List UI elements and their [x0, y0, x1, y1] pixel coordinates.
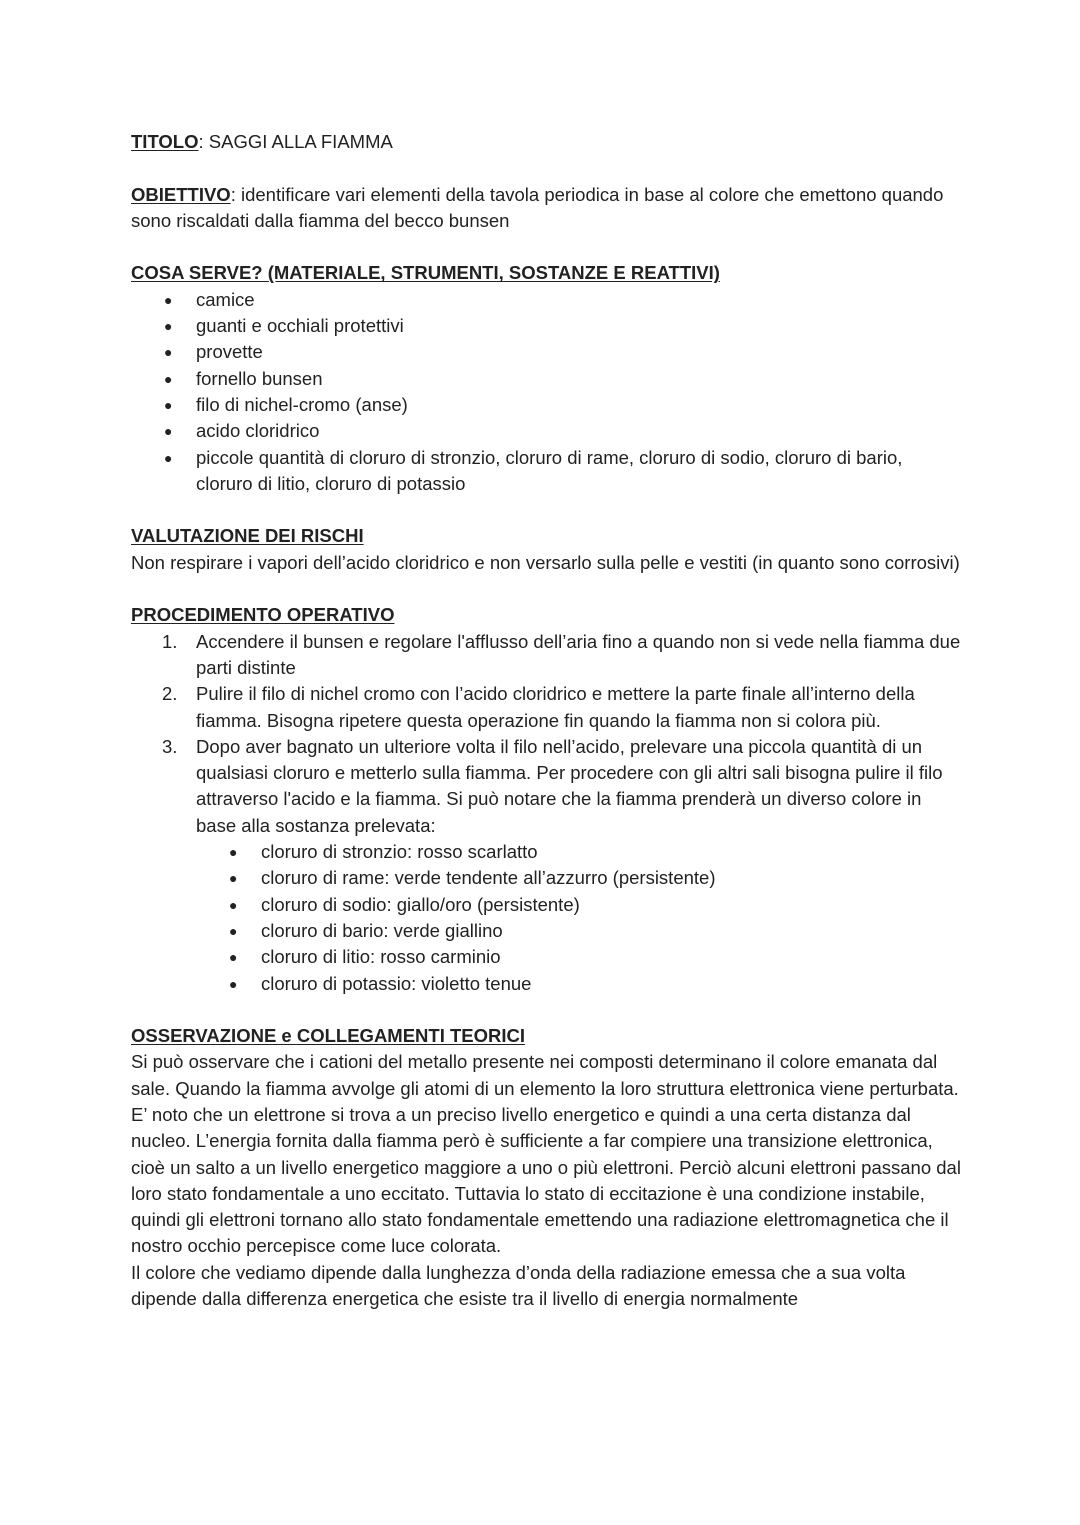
procedure-steps: [131, 629, 961, 839]
step-text: Accendere il bunsen e regolare l'afflusso dell’aria fino a quando non si vede nella fiamma due parti distinte: [196, 630, 961, 678]
list-item: ● filo di nichel-cromo (anse): [131, 392, 961, 418]
list-item: ● camice: [131, 287, 961, 313]
procedure-step: [131, 629, 961, 682]
list-item: ● cloruro di rame: verde tendente all’azzurro (persistente): [131, 865, 961, 891]
materials-list: [131, 287, 961, 497]
list-item: ● cloruro di bario: verde giallino: [131, 918, 961, 944]
objective-text: identificare vari elementi della tavola periodica in base al colore che emettono quando sono riscaldati dalla fiamma del becco bunsen: [131, 183, 944, 231]
document-page: [131, 129, 961, 1312]
list-item: ● provette: [131, 339, 961, 365]
procedure-heading: PROCEDIMENTO OPERATIVO: [131, 604, 395, 626]
title-label: TITOLO: [131, 131, 199, 152]
step-number: 1.: [162, 630, 178, 652]
step-number: 3.: [162, 735, 178, 757]
materials-heading: COSA SERVE? (MATERIALE, STRUMENTI, SOSTANZE E REATTIVI): [131, 262, 720, 284]
list-item: ● cloruro di litio: rosso carminio: [131, 944, 961, 970]
procedure-step: [131, 734, 961, 839]
list-item: ● cloruro di sodio: giallo/oro (persistente): [131, 892, 961, 918]
title-line: [131, 129, 961, 155]
observation-paragraph: E’ noto che un elettrone si trova a un preciso livello energetico e quindi a una certa distanza dal nucleo. L’energia fornita dalla fiamma però è sufficiente a far compiere una transizione elettronica, cioè un salto a un livello energetico maggiore a uno o più elettroni. Perciò alcuni elettroni passano dal loro stato fondamentale a uno eccitato. Tuttavia lo stato di eccitazione è una condizione instabile, quindi gli elettroni tornano allo stato fondamentale emettendo una radiazione elettromagnetica che il nostro occhio percepisce come luce colorata.: [131, 1103, 961, 1257]
list-item: ● cloruro di stronzio: rosso scarlatto: [131, 839, 961, 865]
list-item: ● fornello bunsen: [131, 366, 961, 392]
objective-separator: :: [230, 183, 241, 205]
step-text: Dopo aver bagnato un ulteriore volta il filo nell’acido, prelevare una piccola quantità di un qualsiasi cloruro e metterlo sulla fiamma. Per procedere con gli altri sali bisogna pulire il filo attraverso l'acido e la fiamma. Si può notare che la fiamma prenderà un diverso colore in base alla sostanza prelevata:: [196, 735, 943, 836]
risks-text: Non respirare i vapori dell’acido cloridrico e non versarlo sulla pelle e vestiti (in quanto sono corrosivi): [131, 551, 960, 573]
observation-paragraph: Si può osservare che i cationi del metallo presente nei composti determinano il colore emanata dal sale. Quando la fiamma avvolge gli atomi di un elemento la loro struttura elettronica viene perturbata.: [131, 1051, 959, 1099]
risks-heading: VALUTAZIONE DEI RISCHI: [131, 525, 364, 547]
flame-results-list: [131, 839, 961, 997]
step-number: 2.: [162, 683, 178, 705]
objective-line: [131, 182, 961, 235]
list-item: ● cloruro di potassio: violetto tenue: [131, 971, 961, 997]
observation-heading: OSSERVAZIONE e COLLEGAMENTI TEORICI: [131, 1025, 526, 1047]
step-text: Pulire il filo di nichel cromo con l’acido cloridrico e mettere la parte finale all’interno della fiamma. Bisogna ripetere questa operazione fin quando la fiamma non si colora più.: [196, 683, 915, 731]
objective-label: OBIETTIVO: [131, 183, 231, 205]
list-item: ● guanti e occhiali protettivi: [131, 313, 961, 339]
observation-paragraph: Il colore che vediamo dipende dalla lunghezza d’onda della radiazione emessa che a sua volta dipende dalla differenza energetica che esiste tra il livello di energia normalmente: [131, 1261, 906, 1310]
list-item: ● acido cloridrico: [131, 418, 961, 444]
title-separator: :: [198, 131, 209, 152]
list-item: ● piccole quantità di cloruro di stronzio, cloruro di rame, cloruro di sodio, cloruro di bario, cloruro di litio, cloruro di potassio: [131, 445, 961, 498]
procedure-step: [131, 681, 961, 734]
title-text: SAGGI ALLA FIAMMA: [208, 131, 393, 152]
